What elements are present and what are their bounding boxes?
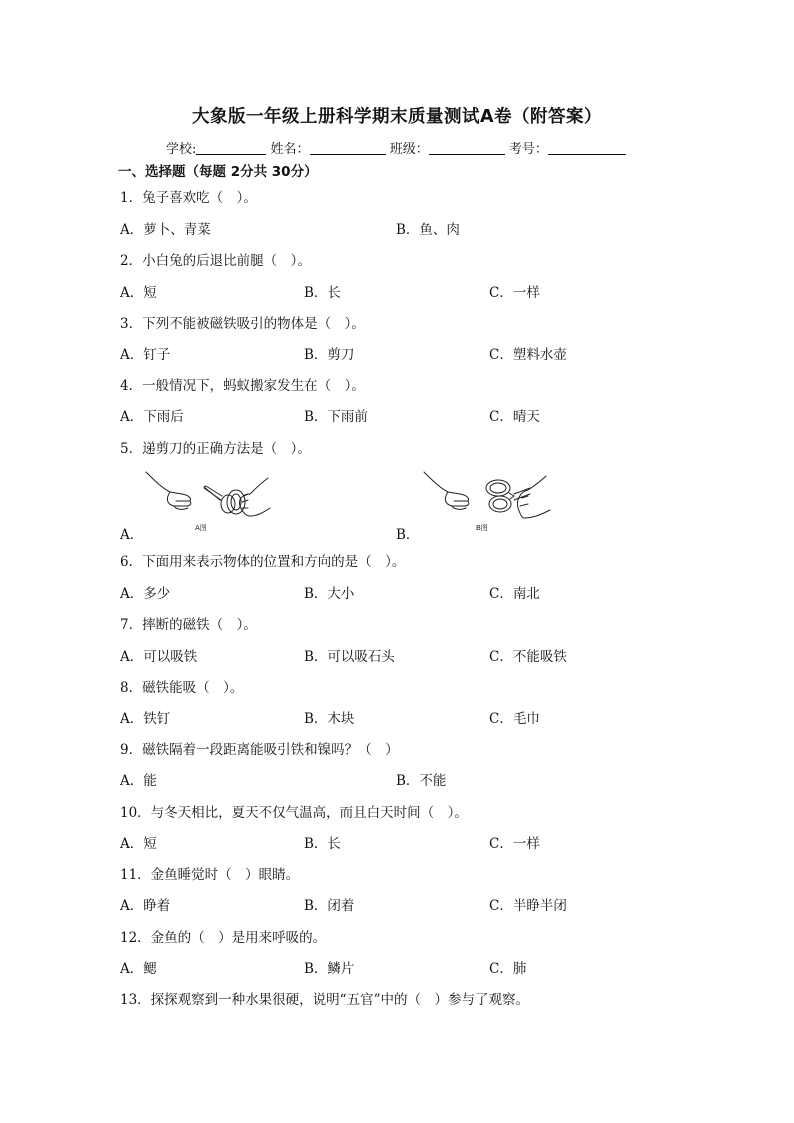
q8-option-c[interactable]: C．毛巾 — [489, 711, 540, 727]
q11-option-a[interactable]: A．睁着 — [120, 898, 171, 914]
question-4: 4．一般情况下，蚂蚁搬家发生在（ ）。 — [120, 378, 365, 394]
q7-option-a[interactable]: A．可以吸铁 — [120, 649, 198, 665]
q3-option-b[interactable]: B．剪刀 — [304, 347, 355, 363]
q12-option-c[interactable]: C．肺 — [489, 961, 527, 977]
q2-option-c[interactable]: C．一样 — [489, 285, 540, 301]
question-8: 8．磁铁能吸（ ）。 — [120, 680, 244, 696]
q4-option-c[interactable]: C．晴天 — [489, 409, 540, 425]
q6-option-c[interactable]: C．南北 — [489, 586, 540, 602]
q9-option-a[interactable]: A．能 — [120, 773, 157, 789]
school-label: 学校: — [166, 142, 197, 157]
question-3: 3．下列不能被磁铁吸引的物体是（ ）。 — [120, 316, 365, 332]
figure-b-illustration — [418, 464, 554, 536]
q8-option-a[interactable]: A．铁钉 — [120, 711, 171, 727]
q7-option-c[interactable]: C．不能吸铁 — [489, 649, 567, 665]
q2-option-b[interactable]: B．长 — [304, 285, 341, 301]
class-blank[interactable] — [429, 141, 505, 155]
figure-a-illustration — [140, 464, 276, 536]
q5-option-b[interactable]: B． — [396, 527, 420, 543]
question-13: 13．探探观察到一种水果很硬，说明“五官”中的（ ）参与了观察。 — [120, 992, 529, 1008]
question-7: 7．摔断的磁铁（ ）。 — [120, 617, 257, 633]
question-6: 6．下面用来表示物体的位置和方向的是（ ）。 — [120, 554, 406, 570]
q5-option-a[interactable]: A． — [120, 527, 144, 543]
q12-option-a[interactable]: A．鳃 — [120, 961, 157, 977]
q9-option-b[interactable]: B．不能 — [396, 773, 447, 789]
question-9: 9．磁铁隔着一段距离能吸引铁和镍吗？（ ） — [120, 742, 399, 758]
question-12: 12．金鱼的（ ）是用来呼吸的。 — [120, 930, 327, 946]
school-blank[interactable] — [196, 141, 266, 155]
q2-option-a[interactable]: A．短 — [120, 285, 157, 301]
q12-option-b[interactable]: B．鳞片 — [304, 961, 355, 977]
class-label: 班级： — [389, 142, 429, 157]
q8-option-b[interactable]: B．木块 — [304, 711, 355, 727]
question-10: 10．与冬天相比，夏天不仅气温高，而且白天时间（ ）。 — [120, 805, 468, 821]
q3-option-a[interactable]: A．钉子 — [120, 347, 171, 363]
question-5: 5．递剪刀的正确方法是（ ）。 — [120, 441, 311, 457]
section-title: 一、选择题（每题 2分共 30分） — [118, 164, 318, 180]
q4-option-b[interactable]: B．下雨前 — [304, 409, 368, 425]
q10-option-b[interactable]: B．长 — [304, 836, 341, 852]
figure-a-label: A图 — [195, 524, 207, 532]
question-1: 1．兔子喜欢吃（ ）。 — [120, 190, 257, 206]
q11-option-c[interactable]: C．半睁半闭 — [489, 898, 567, 914]
q6-option-a[interactable]: A．多少 — [120, 586, 171, 602]
q1-option-b[interactable]: B．鱼、肉 — [396, 222, 460, 238]
figure-b-label: B图 — [476, 524, 488, 532]
question-11: 11．金鱼睡觉时（ ）眼睛。 — [120, 867, 300, 883]
q10-option-a[interactable]: A．短 — [120, 836, 157, 852]
q4-option-a[interactable]: A．下雨后 — [120, 409, 184, 425]
student-info-line — [166, 138, 626, 157]
exam-no-label: 考号： — [508, 142, 548, 157]
exam-no-blank[interactable] — [548, 141, 626, 155]
question-2: 2．小白兔的后退比前腿（ ）。 — [120, 253, 311, 269]
exam-title: 大象版一年级上册科学期末质量测试A卷（附答案） — [191, 107, 603, 127]
q1-option-a[interactable]: A．萝卜、青菜 — [120, 222, 211, 238]
q7-option-b[interactable]: B．可以吸石头 — [304, 649, 395, 665]
q11-option-b[interactable]: B．闭着 — [304, 898, 355, 914]
name-label: 姓名： — [270, 142, 310, 157]
q6-option-b[interactable]: B．大小 — [304, 586, 355, 602]
name-blank[interactable] — [310, 141, 386, 155]
q3-option-c[interactable]: C．塑料水壶 — [489, 347, 567, 363]
q10-option-c[interactable]: C．一样 — [489, 836, 540, 852]
